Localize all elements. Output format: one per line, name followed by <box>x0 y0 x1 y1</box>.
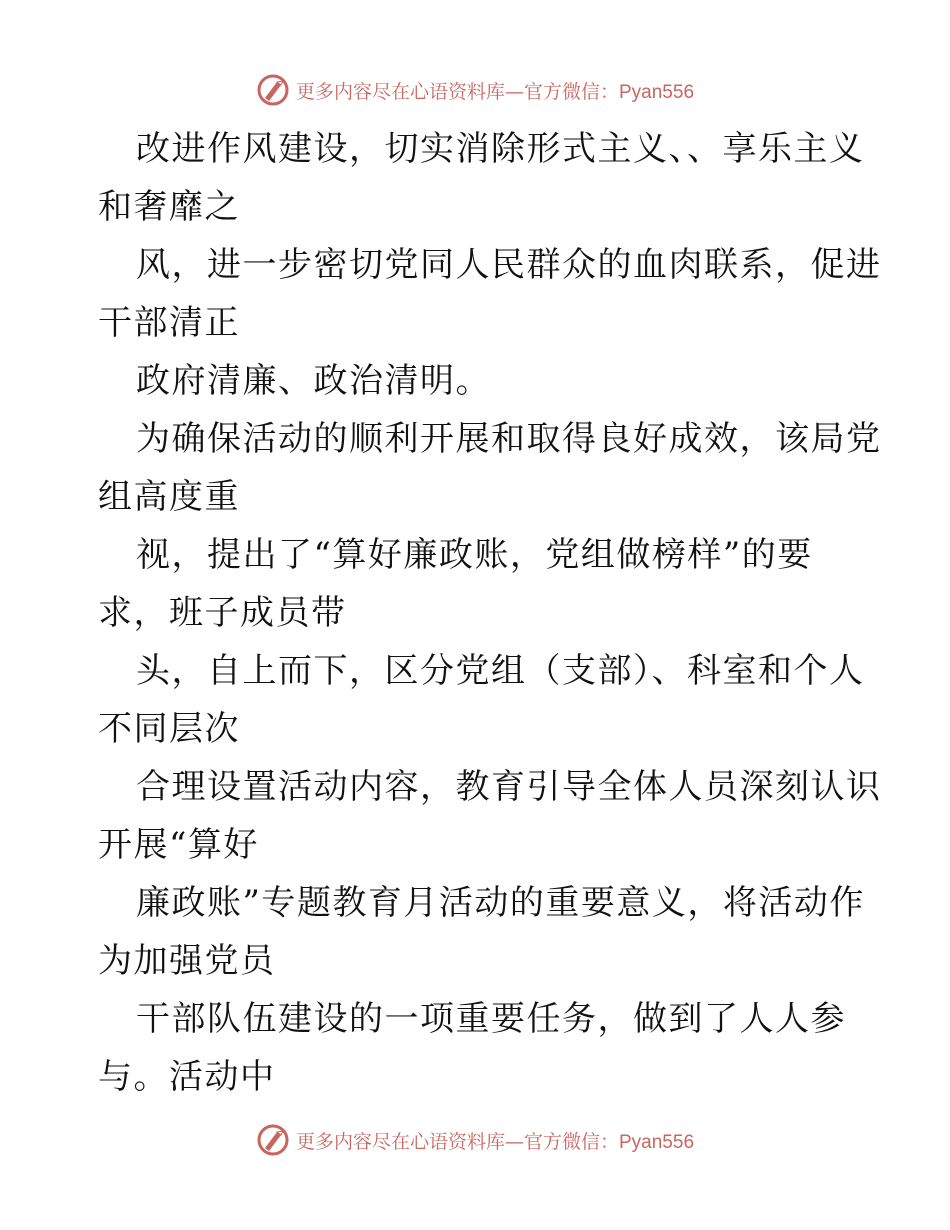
watermark-footer <box>0 1120 950 1160</box>
paragraph: 合理设置活动内容，教育引导全体人员深刻认识 开展“算好 <box>98 767 882 865</box>
pen-logo-icon <box>256 73 290 107</box>
paragraph: 视，提出了“算好廉政账，党组做榜样”的要 求，班子成员带 <box>98 535 813 633</box>
body-text <box>98 120 882 1106</box>
paragraph: 政府清廉、政治清明。 <box>136 361 491 401</box>
paragraph: 干部队伍建设的一项重要任务，做到了人人参 与。活动中 <box>98 999 846 1097</box>
paragraph: 头，自上而下，区分党组（支部）、科室和个人 不同层次 <box>98 651 865 749</box>
watermark-header <box>0 70 950 110</box>
paragraph: 为确保活动的顺利开展和取得良好成效，该局党 组高度重 <box>98 419 882 517</box>
paragraph: 风，进一步密切党同人民群众的血肉联系，促进 干部清正 <box>98 245 882 343</box>
watermark-text: 更多内容尽在心语资料库—官方微信：Pyan556 <box>295 80 695 103</box>
watermark-text: 更多内容尽在心语资料库—官方微信：Pyan556 <box>295 1130 695 1153</box>
paragraph: 改进作风建设，切实消除形式主义、、享乐主义 和奢靡之 <box>98 129 865 227</box>
paragraph: 廉政账”专题教育月活动的重要意义，将活动作 为加强党员 <box>98 883 865 981</box>
pen-logo-icon <box>256 1123 290 1157</box>
